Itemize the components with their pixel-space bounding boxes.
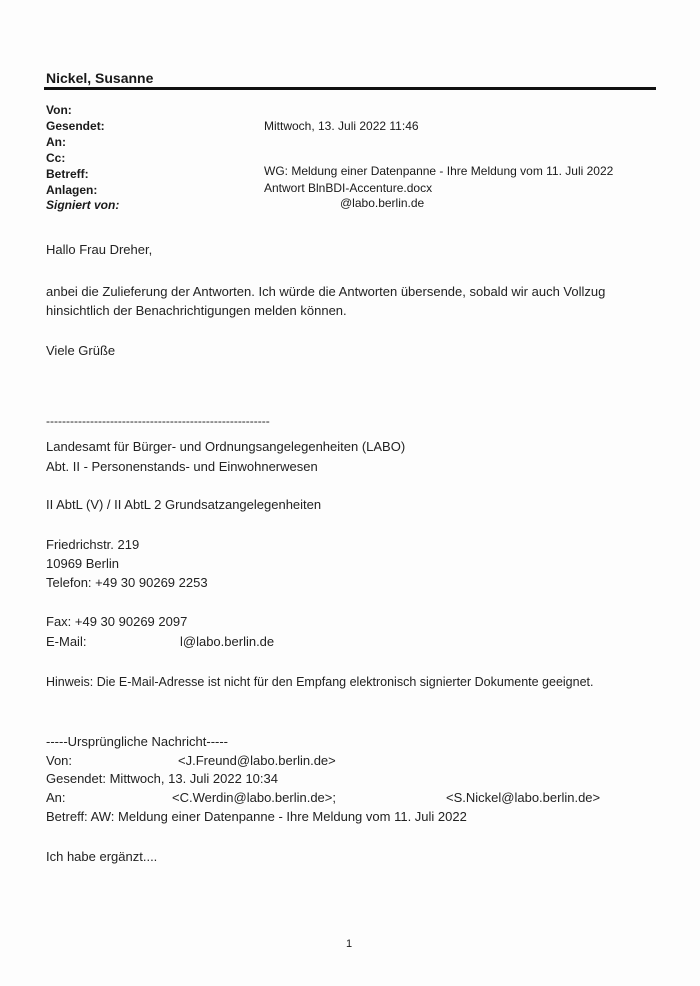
signature-fax: Fax: +49 30 90269 2097 (46, 614, 188, 629)
closing: Viele Grüße (46, 343, 116, 358)
email-link[interactable]: l@labo.berlin.de (180, 634, 275, 649)
sender-name: Nickel, Susanne (46, 70, 154, 86)
signature-phone: Telefon: +49 30 90269 2253 (46, 575, 208, 590)
page-number: 1 (346, 938, 353, 950)
original-von-value[interactable]: <J.Freund@labo.berlin.de> (178, 753, 336, 768)
body-line-2: hinsichtlich der Benachrichtigungen melden können. (46, 303, 347, 318)
signature-dept: Abt. II - Personenstands- und Einwohnerwesen (46, 459, 318, 474)
body-line-1: anbei die Zulieferung der Antworten. Ich würde die Antworten übersende, sobald wir auch Vollzug (46, 284, 606, 299)
original-header: -----Ursprüngliche Nachricht----- (46, 734, 229, 749)
signature-street: Friedrichstr. 219 (46, 537, 140, 552)
signature-notice: Hinweis: Die E-Mail-Adresse ist nicht für den Empfang elektronisch signierter Dokumente geeignet. (46, 675, 594, 689)
signiert-value: @labo.berlin.de (340, 196, 425, 210)
original-text: Ich habe ergänzt.... (46, 849, 158, 864)
betreff-label: Betreff: (46, 167, 89, 181)
original-an-value-1[interactable]: <C.Werdin@labo.berlin.de>; (172, 790, 336, 805)
von-label: Von: (46, 103, 72, 117)
email-label: E-Mail: (46, 634, 87, 649)
header-rule (44, 87, 656, 90)
signiert-label: Signiert von: (46, 198, 120, 212)
signature-city: 10969 Berlin (46, 556, 119, 571)
original-betreff: Betreff: AW: Meldung einer Datenpanne - Ihre Meldung vom 11. Juli 2022 (46, 809, 467, 824)
cc-label: Cc: (46, 151, 66, 165)
gesendet-label: Gesendet: (46, 119, 105, 133)
gesendet-value: Mittwoch, 13. Juli 2022 11:46 (264, 119, 419, 133)
greeting: Hallo Frau Dreher, (46, 242, 153, 257)
original-an-value-2[interactable]: <S.Nickel@labo.berlin.de> (446, 790, 601, 805)
anlagen-label: Anlagen: (46, 183, 98, 197)
original-gesendet: Gesendet: Mittwoch, 13. Juli 2022 10:34 (46, 771, 278, 786)
signature-org: Landesamt für Bürger- und Ordnungsangelegenheiten (LABO) (46, 439, 406, 454)
attachment-name[interactable]: Antwort BlnBDI-Accenture.docx (264, 181, 433, 195)
original-an-label: An: (46, 790, 66, 805)
an-label: An: (46, 135, 66, 149)
betreff-value: WG: Meldung einer Datenpanne - Ihre Meldung vom 11. Juli 2022 (264, 164, 614, 178)
original-von-label: Von: (46, 753, 73, 768)
signature-unit: II AbtL (V) / II AbtL 2 Grundsatzangelegenheiten (46, 497, 322, 512)
signature-separator: -------------------------------------------------------- (46, 414, 270, 428)
